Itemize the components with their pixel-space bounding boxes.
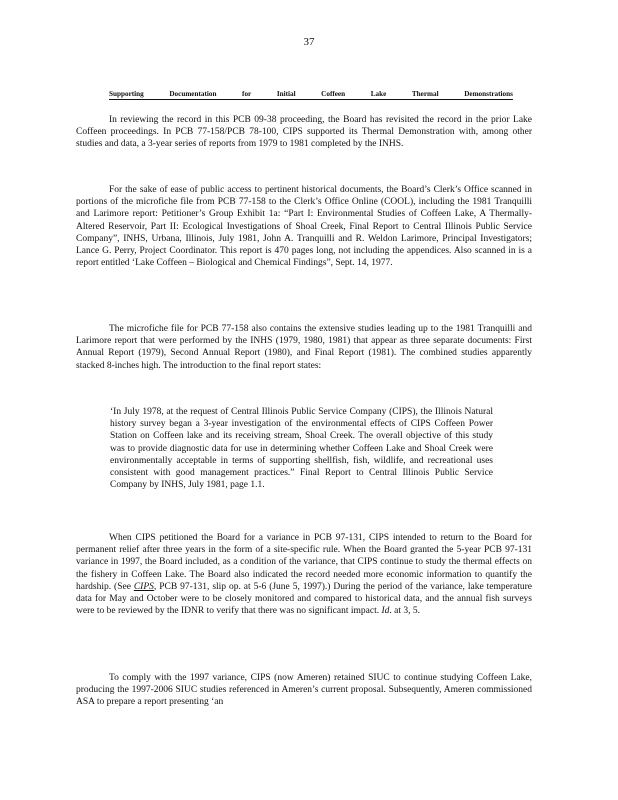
- heading-word: Lake: [370, 90, 387, 98]
- heading-word: Supporting: [109, 90, 144, 98]
- paragraph-4-text: , PCB 97-131, slip op. at 5-6 (June 5, 1997).) During the period of the variance, lake temperature data for May and October were to be closely monitored and compared to historical data, and the annual fish surveys were to be reviewed by the IDNR to verify that there was no significant impact.: [76, 581, 532, 617]
- heading-word: Documentation: [169, 90, 217, 98]
- heading-word: Demonstrations: [464, 90, 513, 98]
- paragraph-4-text: . at 3, 5.: [389, 606, 421, 617]
- heading-word: Thermal: [411, 90, 439, 98]
- paragraph-4-text: When CIPS petitioned the Board for a variance in PCB 97-131, CIPS intended to return to the Board for permanent relief after three years in the form of a site-specific rule. When the Board granted the 5-year PCB 97-131 variance in 1997, the Board included, as a condition of the variance, that CIPS continue to study the thermal effects on the fishery in Coffeen Lake. The Board also indicated the record needed more economic information to quantify the hardship. (See: [76, 533, 532, 592]
- block-quote: ‘In July 1978, at the request of Central Illinois Public Service Company (CIPS), the Illinois Natural history survey began a 3-year investigation of the environmental effects of CIPS Coffeen Power Station on Coffeen lake and its receiving stream, Shoal Creek. The overall objective of this study was to provide diagnostic data for use in determining whether Coffeen Lake and Shoal Creek were environmentally acceptable in terms of supporting shellfish, fish, wildlife, and recreational uses consistent with good management practices.” Final Report to Central Illinois Public Service Company by INHS, July 1981, page 1.1.: [110, 407, 493, 491]
- paragraph-1: In reviewing the record in this PCB 09-38 proceeding, the Board has revisited the record in the prior Lake Coffeen proceedings. In PCB 77-158/PCB 78-100, CIPS supported its Thermal Demonstration with, among other studies and data, a 3-year series of reports from 1979 to 1981 completed by the INHS.: [76, 115, 532, 150]
- paragraph-5: To comply with the 1997 variance, CIPS (now Ameren) retained SIUC to continue studying Coffeen Lake, producing the 1997-2006 SIUC studies referenced in Ameren’s current proposal. Subsequently, Ameren commissioned ASA to prepare a report presenting ‘an: [76, 673, 532, 708]
- section-heading: [109, 90, 513, 100]
- heading-word: Coffeen: [321, 90, 346, 98]
- paragraph-3: The microfiche file for PCB 77-158 also contains the extensive studies leading up to the 1981 Tranquilli and Larimore report that were performed by the INHS (1979, 1980, 1981) that appear as three separate documents: First Annual Report (1979), Second Annual Report (1980), and Final Report (1981). The combined studies apparently stacked 8-inches high. The introduction to the final report states:: [76, 324, 532, 371]
- case-citation: CIPS: [133, 581, 154, 592]
- heading-word: for: [242, 90, 252, 98]
- id-citation: Id: [381, 606, 390, 617]
- paragraph-4: [76, 532, 532, 617]
- paragraph-2: For the sake of ease of public access to pertinent historical documents, the Board’s Clerk’s Office scanned in portions of the microfiche file from PCB 77-158 to the Clerk’s Office Online (COOL), including the 1981 Tranquilli and Larimore report: Petitioner’s Group Exhibit 1a: “Part I: Environmental Studies of Coffeen Lake, A Thermally-Altered Reservoir, Part II: Ecological Investigations of Shoal Creek, Final Report to Central Illinois Public Service Company”, INHS, Urbana, Illinois, July 1981, John A. Tranquilli and R. Weldon Larimore, Principal Investigators; Lance G. Perry, Project Coordinator. This report is 470 pages long, not including the appendices. Also scanned in is a report entitled ‘Lake Coffeen – Biological and Chemical Findings”, Sept. 14, 1977.: [76, 185, 532, 269]
- heading-word: Initial: [276, 90, 296, 98]
- page-number: 37: [303, 36, 315, 48]
